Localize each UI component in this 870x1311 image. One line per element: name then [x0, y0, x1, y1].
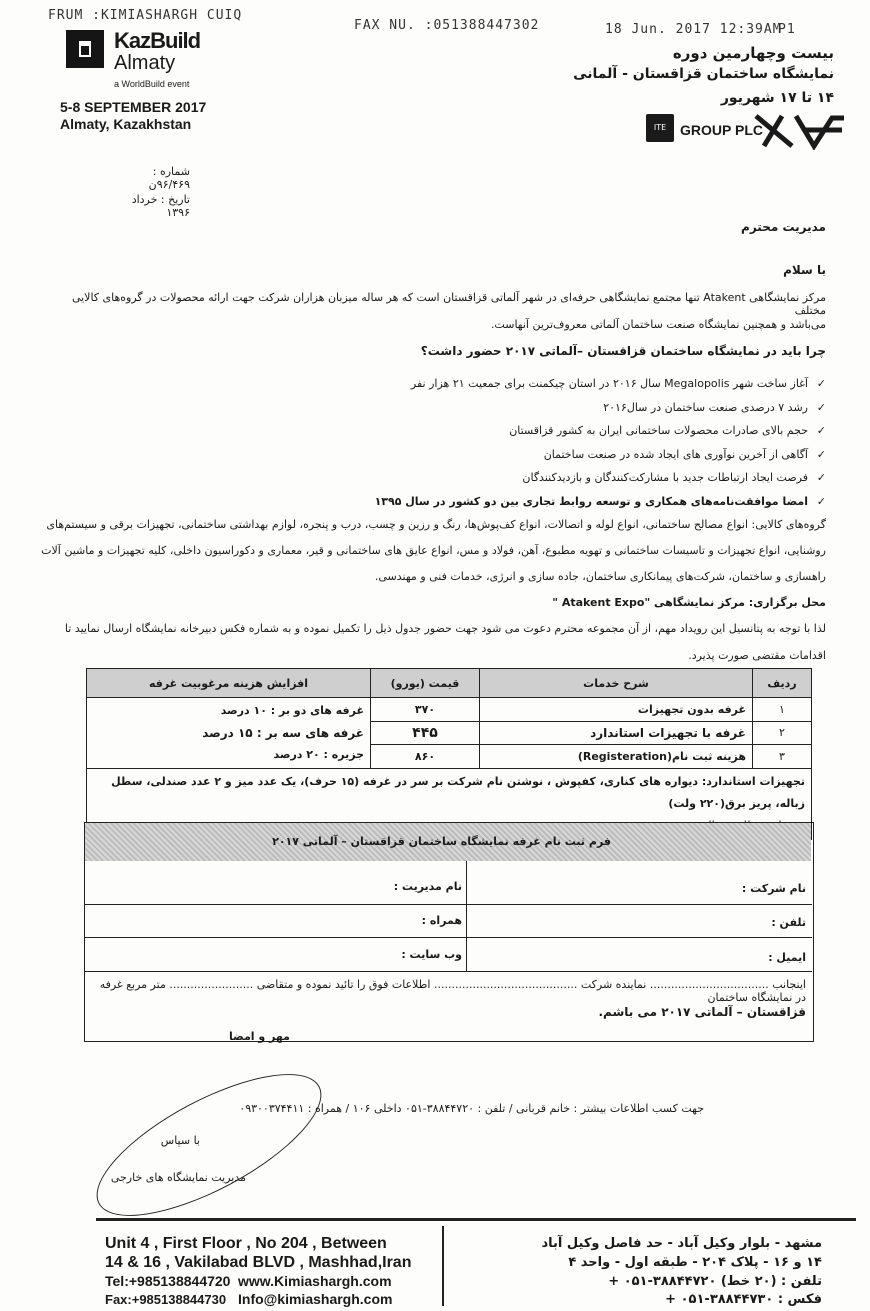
event-place: Almaty, Kazakhstan [60, 116, 192, 132]
stamp-signature: مهر و امضا [229, 1030, 290, 1043]
checkmark-icon: ✓ [816, 400, 826, 414]
exhibition-dates: ۱۴ تا ۱۷ شهریور [720, 90, 834, 106]
footer-address-2: 14 & 16 , Vakilabad BLVD , Mashhad,Iran [105, 1254, 412, 1271]
fee-table-header [87, 669, 812, 698]
col-surcharge: افزایش هزینه مرغوبیت غرفه [87, 669, 371, 698]
field-email[interactable]: ایمیل : [768, 951, 806, 964]
reason-item: ✓حجم بالای صادرات محصولات ساختمانی ایران به کشور قزاقستان [46, 419, 826, 443]
checkmark-icon: ✓ [816, 471, 826, 484]
form-title: فرم ثبت نام غرفه نمایشگاه ساختمان قزاقستان – آلماتی ۲۰۱۷ [85, 823, 811, 861]
organizer-logo-icon [752, 112, 848, 150]
footer-fa-tel: تلفن : (۲۰ خط) ۳۸۸۴۴۷۲۰-۰۵۱ + [608, 1274, 822, 1289]
col-no: ردیف [753, 669, 812, 698]
reason-item: ✓رشد ۷ درصدی صنعت ساختمان در سال۲۰۱۶ [46, 396, 826, 420]
addressee: مدیریت محترم [741, 220, 826, 234]
field-manager[interactable]: نام مدیریت : [393, 880, 462, 893]
logo-city: Almaty [114, 52, 176, 74]
checkmark-icon: ✓ [816, 494, 826, 508]
checkmark-icon: ✓ [816, 447, 826, 461]
surcharge-cell: غرفه های دو بر : ۱۰ درصد غرفه های سه بر : ۱۵ درصد جزیره : ۲۰ درصد [87, 698, 371, 769]
checkmark-icon: ✓ [816, 424, 826, 437]
intro-line-1: مرکز نمایشگاهی Atakent تنها مجتمع نمایشگاهی حرفه‌ای در شهر آلماتی قزاقستان است که هر ساله میزبان هزاران شرکت جهت ارائه محصولات در گروه‌های کالایی مختلف [71, 291, 826, 317]
product-groups-1: گروه‌های کالایی: انواع مصالح ساختمانی، انواع لوله و اتصالات، انواع کف‌پوش‌ها، رنگ و رزین و چسب، درب و پنجره، لوازم بهداشتی ساختمانی، تجهیزات برقی و سیستم‌های [46, 518, 826, 531]
reason-item: ✓امضا موافقت‌نامه‌های همکاری و توسعه روابط تجاری بین دو کشور در سال ۱۳۹۵ [46, 490, 826, 514]
handwritten-signature [78, 1047, 341, 1244]
letter-date: تاریخ : خرداد ۱۳۹۶ [131, 193, 190, 219]
fax-datetime: 18 Jun. 2017 12:39AM [605, 22, 782, 37]
exhibition-title: نمایشگاه ساختمان قزاقستان - آلمانی [573, 66, 834, 82]
field-website[interactable]: وب سایت : [401, 948, 462, 961]
intro-line-2: می‌باشد و همچنین نمایشگاه صنعت ساختمان آلماتی معروف‌ترین آنهاست. [490, 318, 826, 331]
checkmark-icon: ✓ [816, 377, 826, 390]
reasons-list [46, 372, 826, 513]
invite-line-2: اقدامات مقتضی صورت پذیرد. [688, 649, 826, 662]
letter-number: شماره : ۹۶/۴۶۹ن [148, 165, 190, 191]
footer-fa-fax: فکس : ۳۸۸۴۴۷۳۰-۰۵۱ + [665, 1292, 822, 1307]
fax-number: FAX NU. :051388447302 [354, 18, 540, 33]
fee-table [86, 668, 812, 840]
footer-website[interactable]: www.Kimiashargh.com [238, 1273, 392, 1289]
venue: محل برگزاری: مرکز نمایشگاهی "Atakent Expo " [552, 596, 826, 609]
department-signature: مدیریت نمایشگاه های خارجی [110, 1171, 246, 1184]
ite-logo-icon: ITE [646, 114, 674, 142]
reason-item: ✓آگاهی از آخرین نوآوری های ایجاد شده در صنعت ساختمان [46, 443, 826, 467]
group-plc: GROUP PLC [680, 122, 763, 138]
footer-tel: Tel:+985138844720 [105, 1273, 231, 1289]
col-price: قیمت (یورو) [371, 669, 480, 698]
product-groups-3: راهسازی و ساختمان، شرکت‌های پیمانکاری ساختمان، جاده سازی و انرژی، خدمات فنی و مهندسی. [374, 570, 826, 583]
table-row: ۱ غرفه بدون تجهیزات ۳۷۰ غرفه های دو بر : ۱۰ درصد غرفه های سه بر : ۱۵ درصد جزیره : ۲۰ درصد [87, 698, 812, 722]
col-service: شرح خدمات [480, 669, 753, 698]
field-phone[interactable]: تلفن : [771, 916, 806, 929]
fax-from: FRUM :KIMIASHARGH CUIQ [48, 8, 243, 23]
invite-line-1: لذا با توجه به پتانسیل این رویداد مهم، از آن مجموعه محترم دعوت می شود جهت حضور جدول ذیل را تکمیل نموده و به شماره فکس دبیرخانه نمایشگاه ارسال نمایید تا [64, 622, 826, 635]
field-mobile[interactable]: همراه : [421, 914, 462, 927]
equipment-row: تجهیزات استاندارد: دیواره های کناری، کفپوش ، نوشتن نام شرکت بر سر در غرفه (۱۵ حرف)، یک عدد میز و ۲ عدد صندلی، سطل زباله، پریز برق(۲۲۰ ولت) [87, 769, 812, 840]
edition-title: بیست وچهارمین دوره [672, 44, 834, 62]
table-row: ۳ هزینه ثبت نام(Registeration) ۸۶۰ [87, 745, 812, 769]
table-row: ۲ غرفه با تجهیزات استاندارد ۴۴۵ [87, 721, 812, 745]
greeting: با سلام [783, 263, 826, 277]
reason-item: ✓فرصت ایجاد ارتباطات جدید با مشارکت‌کنندگان و بازدیدکنندگان [46, 466, 826, 490]
footer-fax: Fax:+985138844730 [105, 1292, 227, 1307]
why-title: چرا باید در نمایشگاه ساختمان قزاقستان –آلماتی ۲۰۱۷ حضور داشت؟ [420, 344, 826, 358]
logo-name: KazBuild [114, 28, 201, 53]
fax-page: P1 [778, 22, 796, 37]
kazbuild-logo-icon [66, 30, 104, 68]
product-groups-2: روشنایی، انواع تجهیزات و تاسیسات ساختمانی و تهویه مطبوع، آهن، فولاد و مس، انواع عایق های ساختمانی و قیر، معماری و دکوراسیون داخلی، کلیه تجهیزات و ماشین آلات [41, 544, 826, 557]
logo-tagline: a WorldBuild event [114, 79, 190, 89]
footer-fa-address-1: مشهد - بلوار وکیل آباد - حد فاصل وکیل آباد [541, 1236, 822, 1251]
field-company[interactable]: نام شرکت : [741, 882, 806, 895]
footer-fa-address-2: ۱۴ و ۱۶ - پلاک ۲۰۴ - طبقه اول - واحد ۴ [568, 1255, 822, 1270]
reason-item: ✓آغاز ساخت شهر Megalopolis سال ۲۰۱۶ در استان چیکمنت برای جمعیت ۲۱ هزار نفر [46, 372, 826, 396]
statement-line-1: اینجانب .................................. نماینده شرکت ......................................... اطلاعات فوق را تائید نموده و متقاضی ........................ متر مربع غرفه در نمایشگاه ساختمان [99, 978, 806, 1004]
footer-email[interactable]: Info@kimiashargh.com [238, 1291, 393, 1307]
footer-address-1: Unit 4 , First Floor , No 204 , Between [105, 1235, 387, 1252]
closing-thanks: با سپاس [160, 1134, 200, 1147]
statement-line-2: قزاقستان – آلماتی ۲۰۱۷ می باشم. [598, 1005, 806, 1019]
event-dates: 5-8 SEPTEMBER 2017 [60, 99, 207, 115]
contact-info: جهت کسب اطلاعات بیشتر : خانم قربانی / تلفن : ۳۸۸۴۴۷۲۰-۰۵۱ داخلی ۱۰۶ / همراه : ۰۹۳۰۰۳۷۴۴۱۱ [239, 1102, 704, 1115]
